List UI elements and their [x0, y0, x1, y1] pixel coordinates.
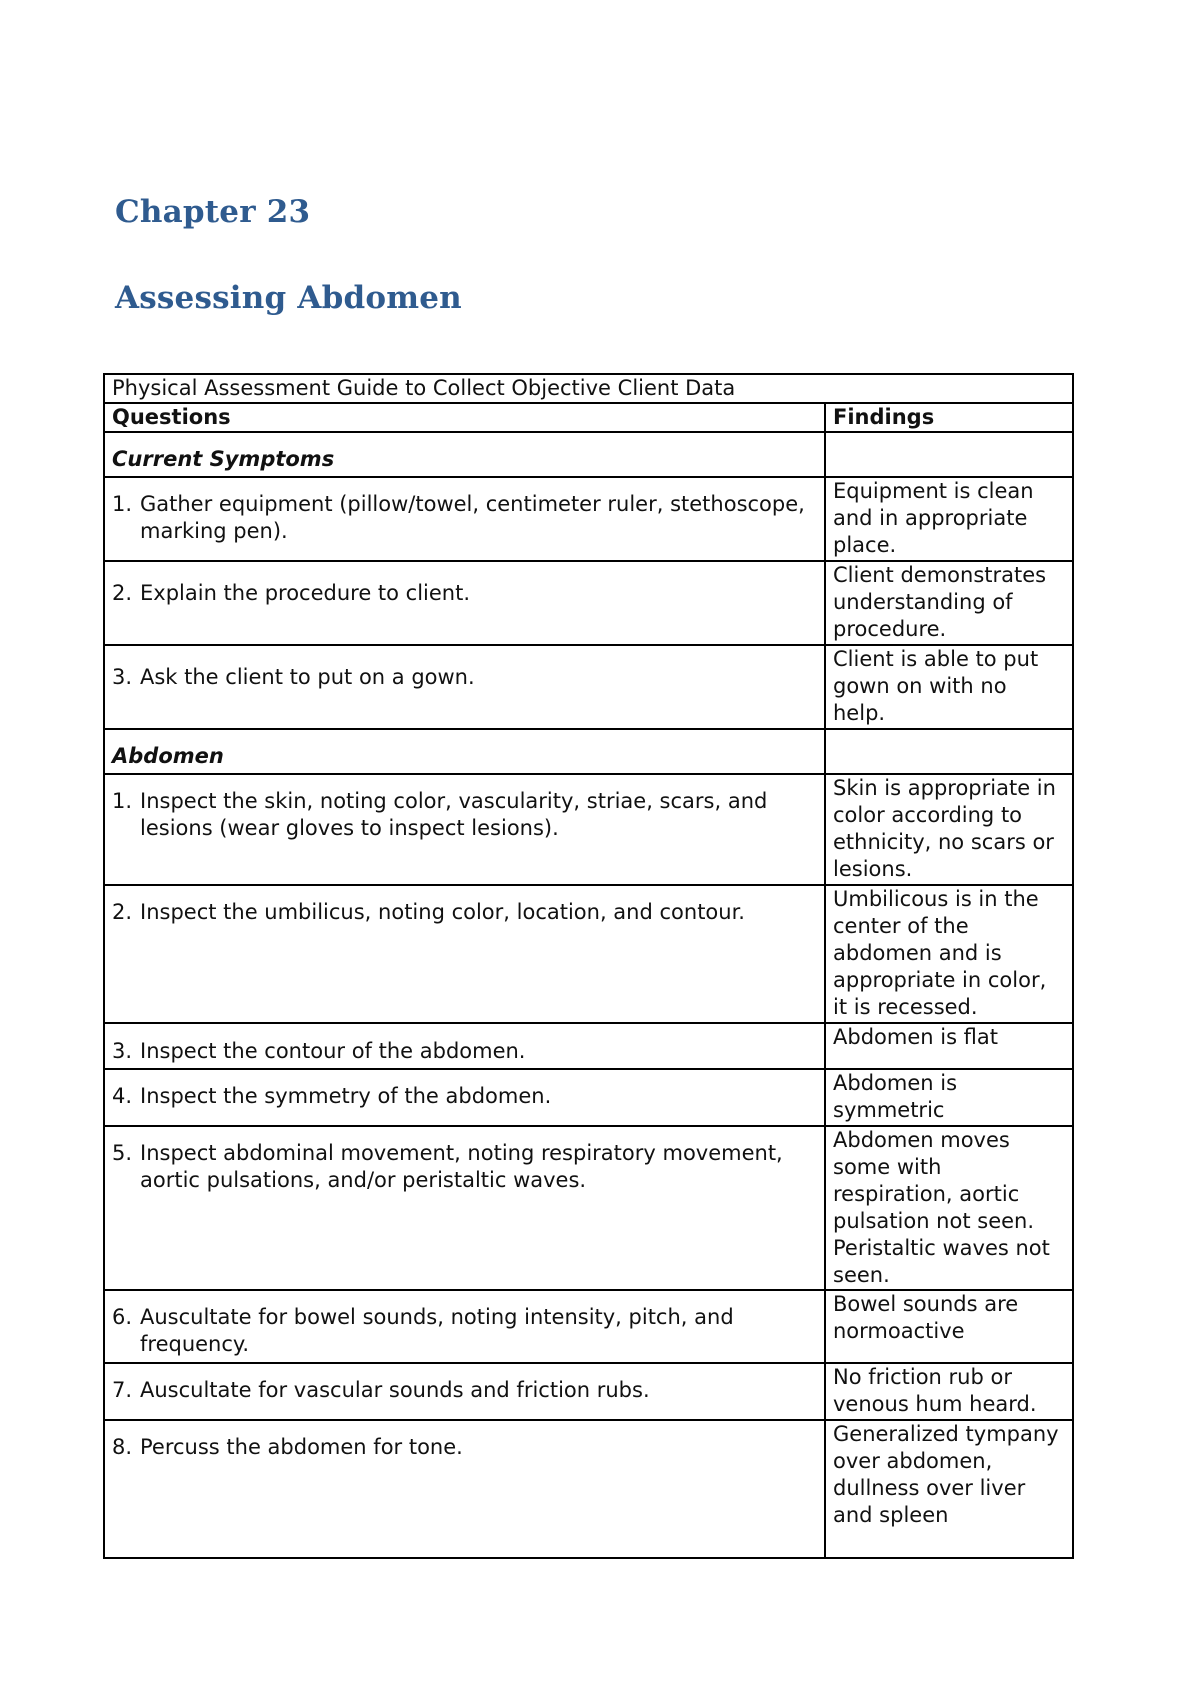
finding-cell: [825, 1290, 1073, 1363]
questions-header: Questions: [104, 403, 825, 432]
finding-text: Abdomen is symmetric: [833, 1071, 958, 1122]
step-number: 1.: [112, 492, 133, 516]
question-text: Inspect the contour of the abdomen.: [140, 1039, 526, 1063]
section-empty-cell: [825, 729, 1073, 774]
question-text: Ask the client to put on a gown.: [140, 665, 475, 689]
question-text: Explain the procedure to client.: [140, 581, 471, 605]
finding-cell: [825, 561, 1073, 645]
question-text: Auscultate for vascular sounds and friction rubs.: [140, 1378, 650, 1402]
section-heading: Current Symptoms: [112, 447, 335, 471]
step-number: 3.: [112, 1039, 133, 1063]
table-caption-row: [104, 374, 1073, 403]
assessment-guide-table: [103, 373, 1074, 1559]
table-row: [104, 477, 1073, 561]
finding-cell: [825, 1126, 1073, 1290]
question-cell: [104, 1420, 825, 1558]
step-number: 4.: [112, 1084, 133, 1108]
question-cell: [104, 561, 825, 645]
finding-text: Abdomen is flat: [833, 1025, 999, 1049]
finding-cell: [825, 645, 1073, 729]
section-empty-cell: [825, 432, 1073, 477]
table-row: [104, 1069, 1073, 1126]
question-text: Percuss the abdomen for tone.: [140, 1435, 463, 1459]
table-row: [104, 561, 1073, 645]
table-row: [104, 645, 1073, 729]
finding-text: Equipment is clean and in appropriate place.: [833, 479, 1034, 557]
finding-cell: [825, 1363, 1073, 1420]
finding-cell: [825, 477, 1073, 561]
section-heading: Abdomen: [112, 744, 224, 768]
finding-text: Client is able to put gown on with no help.: [833, 647, 1039, 725]
finding-text: Skin is appropriate in color according to ethnicity, no scars or lesions.: [833, 776, 1056, 881]
step-number: 8.: [112, 1435, 133, 1459]
finding-text: No friction rub or venous hum heard.: [833, 1365, 1037, 1416]
table-row: [104, 1363, 1073, 1420]
section-row: [104, 729, 1073, 774]
question-cell: [104, 1023, 825, 1069]
section-title-cell: [104, 432, 825, 477]
question-text: Inspect the umbilicus, noting color, location, and contour.: [140, 900, 745, 924]
table-row: [104, 1420, 1073, 1558]
section-title: Assessing Abdomen: [115, 280, 462, 316]
step-number: 2.: [112, 581, 133, 605]
question-cell: [104, 1069, 825, 1126]
chapter-title: Chapter 23: [115, 194, 311, 230]
question-text: Auscultate for bowel sounds, noting intensity, pitch, and frequency.: [140, 1305, 734, 1356]
finding-text: Bowel sounds are normoactive: [833, 1292, 1019, 1343]
finding-text: Abdomen moves some with respiration, aortic pulsation not seen. Peristaltic waves not seen.: [833, 1128, 1050, 1287]
table-row: [104, 1023, 1073, 1069]
finding-cell: [825, 1420, 1073, 1558]
finding-text: Generalized tympany over abdomen, dullness over liver and spleen: [833, 1422, 1059, 1527]
table-row: [104, 1290, 1073, 1363]
question-text: Gather equipment (pillow/towel, centimeter ruler, stethoscope, marking pen).: [140, 492, 805, 543]
question-text: Inspect abdominal movement, noting respiratory movement, aortic pulsations, and/or peristaltic waves.: [140, 1141, 783, 1192]
step-number: 6.: [112, 1305, 133, 1329]
step-number: 1.: [112, 789, 133, 813]
findings-header: Findings: [825, 403, 1073, 432]
section-title-cell: [104, 729, 825, 774]
table-row: [104, 774, 1073, 885]
table-header-row: [104, 403, 1073, 432]
question-cell: [104, 885, 825, 1023]
question-cell: [104, 1126, 825, 1290]
question-text: Inspect the symmetry of the abdomen.: [140, 1084, 552, 1108]
question-cell: [104, 1290, 825, 1363]
step-number: 3.: [112, 665, 133, 689]
table-row: [104, 885, 1073, 1023]
finding-cell: [825, 1069, 1073, 1126]
question-text: Inspect the skin, noting color, vascularity, striae, scars, and lesions (wear gloves to inspect lesions).: [140, 789, 768, 840]
step-number: 7.: [112, 1378, 133, 1402]
question-cell: [104, 774, 825, 885]
finding-cell: [825, 885, 1073, 1023]
table-row: [104, 1126, 1073, 1290]
question-cell: [104, 645, 825, 729]
finding-text: Umbilicous is in the center of the abdomen and is appropriate in color, it is recessed.: [833, 887, 1047, 1019]
question-cell: [104, 477, 825, 561]
step-number: 5.: [112, 1141, 133, 1165]
step-number: 2.: [112, 900, 133, 924]
finding-text: Client demonstrates understanding of procedure.: [833, 563, 1047, 641]
question-cell: [104, 1363, 825, 1420]
finding-cell: [825, 1023, 1073, 1069]
section-row: [104, 432, 1073, 477]
finding-cell: [825, 774, 1073, 885]
table-caption: Physical Assessment Guide to Collect Objective Client Data: [104, 374, 1073, 403]
